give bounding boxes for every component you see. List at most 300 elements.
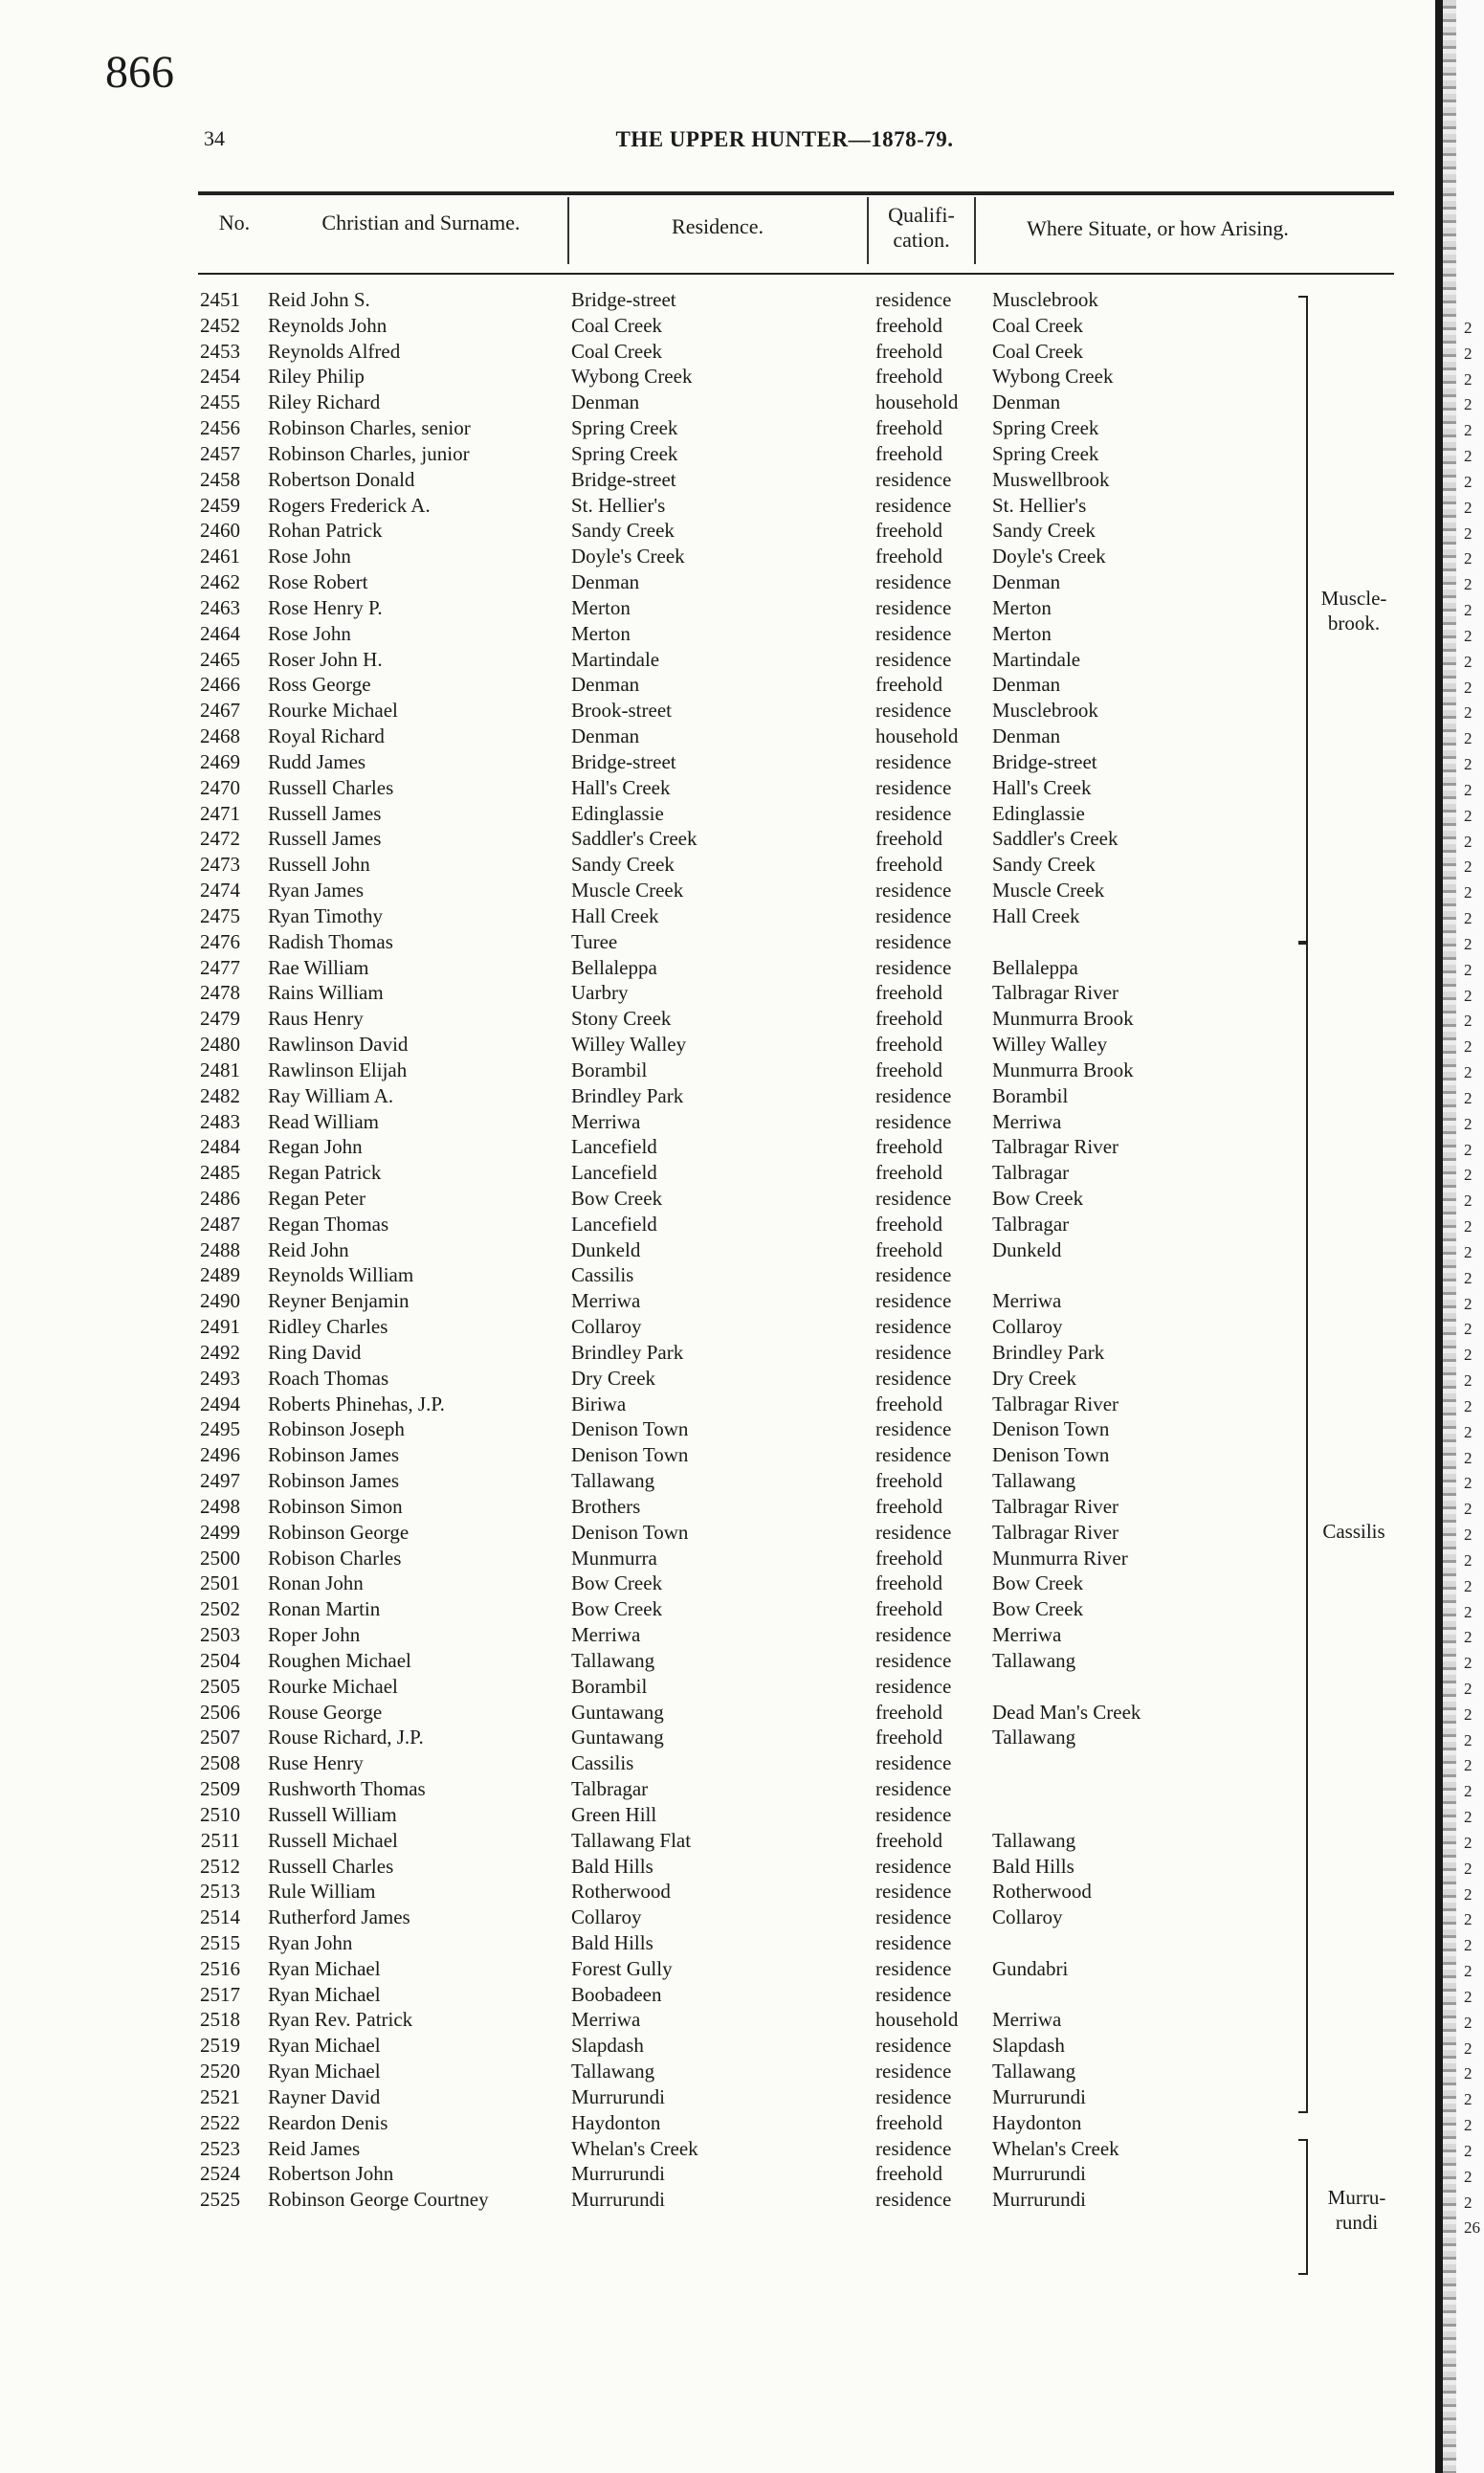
row-name: Robinson Joseph [268, 1417, 405, 1441]
header-name: Christian and Surname. [321, 211, 521, 234]
next-page-number-fragment: 2 [1464, 1242, 1473, 1261]
next-page-number-fragment: 2 [1464, 1063, 1473, 1082]
row-residence: Denman [571, 390, 640, 414]
row-where-situate: Dunkeld [992, 1237, 1062, 1261]
next-page-number-fragment: 2 [1464, 2167, 1473, 2186]
row-where-situate: Wybong Creek [992, 365, 1114, 389]
row-residence: Brindley Park [571, 1340, 684, 1364]
table-row [0, 390, 1435, 415]
row-qualification: residence [875, 1315, 952, 1339]
row-residence: Merriwa [571, 1289, 641, 1313]
next-page-number-fragment: 2 [1464, 1294, 1473, 1313]
table-row [0, 364, 1435, 390]
row-residence: Forest Gully [571, 1956, 673, 1980]
next-page-number-fragment: 2 [1464, 1012, 1473, 1031]
row-name: Ronan Martin [268, 1597, 381, 1621]
row-residence: Spring Creek [571, 441, 678, 465]
row-residence: Bald Hills [571, 1854, 653, 1878]
table-row [0, 569, 1435, 595]
row-number: 2524 [200, 2162, 240, 2186]
row-name: Royal Richard [268, 724, 385, 748]
row-residence: Collaroy [571, 1315, 642, 1339]
row-qualification: residence [875, 1905, 952, 1929]
group-bracket-musclebrook [1298, 296, 1314, 943]
row-name: Reynolds John [268, 313, 388, 337]
row-name: Robertson Donald [268, 467, 415, 491]
row-number: 2480 [200, 1033, 240, 1057]
row-where-situate: Dead Man's Creek [992, 1700, 1141, 1724]
next-page-number-fragment: 2 [1464, 1756, 1473, 1775]
row-name: Ross George [268, 673, 371, 697]
row-number: 2498 [200, 1494, 240, 1518]
table-row [0, 1160, 1435, 1186]
row-name: Rouse George [268, 1700, 383, 1724]
row-residence: Dry Creek [571, 1366, 656, 1390]
row-qualification: residence [875, 1623, 952, 1647]
row-name: Radish Thomas [268, 929, 393, 953]
row-residence: Brindley Park [571, 1083, 684, 1107]
table-row [0, 2059, 1435, 2084]
row-number: 2518 [200, 2008, 240, 2032]
table-row [0, 775, 1435, 801]
row-qualification: residence [875, 801, 952, 825]
header-no: No. [218, 211, 251, 234]
next-page-strip [1456, 0, 1484, 2473]
row-residence: Cassilis [571, 1263, 634, 1287]
next-page-number-fragment: 2 [1464, 1884, 1473, 1904]
row-residence: Denison Town [571, 1417, 689, 1441]
row-residence: St. Hellier's [571, 493, 666, 517]
next-page-number-fragment: 2 [1464, 1654, 1473, 1673]
row-name: Ruse Henry [268, 1751, 364, 1775]
row-residence: Stony Creek [571, 1007, 672, 1031]
row-qualification: freehold [875, 1597, 942, 1621]
row-residence: Collaroy [571, 1905, 642, 1929]
next-page-number-fragment: 2 [1464, 755, 1473, 774]
row-where-situate: Tallawang [992, 1469, 1076, 1493]
row-residence: Guntawang [571, 1700, 664, 1724]
row-where-situate: Hall Creek [992, 903, 1080, 927]
row-name: Russell James [268, 827, 382, 851]
row-name: Russell John [268, 853, 370, 877]
row-number: 2515 [200, 1931, 240, 1954]
next-page-number-fragment: 2 [1464, 703, 1473, 723]
next-page-number-fragment: 2 [1464, 421, 1473, 440]
row-number: 2471 [200, 801, 240, 825]
row-where-situate: Sandy Creek [992, 519, 1096, 543]
row-name: Robinson James [268, 1469, 400, 1493]
row-number: 2470 [200, 775, 240, 799]
row-number: 2455 [200, 390, 240, 414]
row-qualification: freehold [875, 1212, 942, 1236]
next-page-number-fragment: 2 [1464, 1320, 1473, 1339]
table-row [0, 1596, 1435, 1622]
row-name: Rudd James [268, 749, 366, 773]
group-label-musclebrook-1: Muscle- [1320, 587, 1387, 610]
row-qualification: freehold [875, 416, 942, 440]
table-row [0, 1468, 1435, 1494]
row-where-situate: Bow Creek [992, 1571, 1084, 1595]
row-number: 2506 [200, 1700, 240, 1724]
row-name: Ryan Michael [268, 1982, 381, 2006]
row-qualification: freehold [875, 313, 942, 337]
row-number: 2477 [200, 955, 240, 979]
row-name: Regan Thomas [268, 1212, 389, 1236]
next-page-number-fragment: 2 [1464, 1704, 1473, 1724]
row-where-situate: Bellaleppa [992, 955, 1078, 979]
next-page-number-fragment: 2 [1464, 2193, 1473, 2212]
next-page-number-fragment: 2 [1464, 1422, 1473, 1441]
row-name: Rains William [268, 981, 384, 1005]
row-where-situate: Bald Hills [992, 1854, 1074, 1878]
row-name: Ryan Michael [268, 1956, 381, 1980]
table-row [0, 595, 1435, 621]
row-residence: Guntawang [571, 1726, 664, 1749]
row-residence: Hall Creek [571, 903, 659, 927]
row-where-situate: Merriwa [992, 1623, 1062, 1647]
table-row [0, 2187, 1435, 2213]
row-where-situate: Coal Creek [992, 339, 1084, 363]
row-name: Roughen Michael [268, 1648, 411, 1672]
row-where-situate: Gundabri [992, 1956, 1069, 1980]
row-number: 2479 [200, 1007, 240, 1031]
row-residence: Doyle's Creek [571, 545, 685, 568]
table-row [0, 1392, 1435, 1417]
next-page-number-fragment: 2 [1464, 2141, 1473, 2160]
table-row [0, 2136, 1435, 2162]
row-residence: Murrurundi [571, 2162, 665, 2186]
row-where-situate: Haydonton [992, 2110, 1082, 2134]
row-where-situate: Denison Town [992, 1417, 1110, 1441]
row-residence: Willey Walley [571, 1033, 687, 1057]
row-where-situate: Talbragar [992, 1212, 1070, 1236]
table-row [0, 467, 1435, 493]
row-qualification: freehold [875, 827, 942, 851]
next-page-number-fragment: 2 [1464, 1500, 1473, 1519]
row-qualification: residence [875, 2060, 952, 2083]
next-page-number-fragment: 2 [1464, 1936, 1473, 1955]
row-residence: Tallawang [571, 2060, 655, 2083]
row-qualification: residence [875, 1289, 952, 1313]
row-qualification: freehold [875, 1007, 942, 1031]
row-name: Robinson James [268, 1443, 400, 1467]
row-where-situate: Collaroy [992, 1905, 1063, 1929]
row-qualification: residence [875, 1648, 952, 1672]
row-residence: Lancefield [571, 1135, 657, 1159]
next-page-number-fragment: 2 [1464, 626, 1473, 645]
row-residence: Denison Town [571, 1443, 689, 1467]
table-row [0, 647, 1435, 673]
row-name: Rose John [268, 621, 351, 645]
group-label-murrurundi-2: rundi [1335, 2211, 1379, 2234]
row-qualification: freehold [875, 1033, 942, 1057]
row-number: 2491 [200, 1315, 240, 1339]
row-residence: Edinglassie [571, 801, 664, 825]
row-where-situate: Talbragar River [992, 1494, 1119, 1518]
row-where-situate: Rotherwood [992, 1880, 1092, 1904]
next-page-number-fragment: 2 [1464, 498, 1473, 517]
row-where-situate: Denman [992, 724, 1061, 748]
table-row [0, 1982, 1435, 2008]
row-where-situate: Tallawang [992, 1648, 1076, 1672]
next-page-number-fragment: 2 [1464, 1987, 1473, 2006]
row-number: 2456 [200, 416, 240, 440]
row-qualification: residence [875, 493, 952, 517]
row-name: Rose John [268, 545, 351, 568]
row-number: 2473 [200, 853, 240, 877]
row-qualification: residence [875, 1982, 952, 2006]
row-qualification: freehold [875, 853, 942, 877]
row-residence: Slapdash [571, 2034, 644, 2058]
row-qualification: freehold [875, 1700, 942, 1724]
header-qualification-line2: cation. [893, 228, 950, 252]
next-page-number-fragment: 2 [1464, 1679, 1473, 1698]
table-row [0, 2161, 1435, 2187]
next-page-number-fragment: 2 [1464, 2090, 1473, 2109]
table-row [0, 801, 1435, 827]
row-number: 2451 [200, 288, 240, 311]
row-number: 2519 [200, 2034, 240, 2058]
table-row [0, 518, 1435, 544]
row-qualification: residence [875, 1751, 952, 1775]
table-row [0, 980, 1435, 1006]
next-page-number-fragment: 2 [1464, 344, 1473, 363]
next-page-number-fragment: 2 [1464, 1217, 1473, 1236]
table-row [0, 826, 1435, 852]
row-where-situate: Denman [992, 673, 1061, 697]
row-where-situate: Dry Creek [992, 1366, 1077, 1390]
row-residence: Sandy Creek [571, 853, 675, 877]
row-qualification: residence [875, 621, 952, 645]
row-name: Roser John H. [268, 647, 383, 671]
table-row [0, 1134, 1435, 1160]
row-residence: Bow Creek [571, 1571, 663, 1595]
row-name: Regan Patrick [268, 1161, 382, 1185]
row-number: 2509 [200, 1777, 240, 1801]
row-qualification: freehold [875, 1469, 942, 1493]
row-residence: Denman [571, 570, 640, 594]
next-page-number-fragment: 2 [1464, 1808, 1473, 1827]
row-number: 2483 [200, 1109, 240, 1133]
row-qualification: freehold [875, 1392, 942, 1415]
row-name: Read William [268, 1109, 379, 1133]
next-page-number-fragment: 2 [1464, 601, 1473, 620]
row-number: 2484 [200, 1135, 240, 1159]
next-page-number-fragment: 2 [1464, 575, 1473, 594]
row-qualification: household [875, 390, 959, 414]
row-number: 2499 [200, 1520, 240, 1544]
row-number: 2464 [200, 621, 240, 645]
next-page-number-fragment: 2 [1464, 1859, 1473, 1878]
row-qualification: residence [875, 1443, 952, 1467]
row-name: Robinson Simon [268, 1494, 403, 1518]
row-name: Rawlinson Elijah [268, 1058, 408, 1081]
row-name: Rourke Michael [268, 1674, 398, 1698]
table-row [0, 2007, 1435, 2033]
row-number: 2454 [200, 365, 240, 389]
row-where-situate: Tallawang [992, 1726, 1076, 1749]
next-page-number-fragment: 2 [1464, 1192, 1473, 1211]
row-number: 2514 [200, 1905, 240, 1929]
next-page-number-fragment: 2 [1464, 524, 1473, 543]
row-qualification: freehold [875, 2110, 942, 2134]
row-name: Rutherford James [268, 1905, 410, 1929]
table-row [0, 1314, 1435, 1340]
stamp-number: 866 [105, 47, 174, 98]
row-number: 2503 [200, 1623, 240, 1647]
row-qualification: freehold [875, 365, 942, 389]
row-name: Regan Peter [268, 1186, 366, 1210]
row-residence: Saddler's Creek [571, 827, 698, 851]
row-number: 2512 [200, 1854, 240, 1878]
row-name: Ronan John [268, 1571, 364, 1595]
next-page-number-fragment: 2 [1464, 1474, 1473, 1493]
row-residence: Lancefield [571, 1212, 657, 1236]
row-residence: Tallawang Flat [571, 1828, 692, 1852]
table-row [0, 415, 1435, 441]
next-page-number-fragment: 2 [1464, 369, 1473, 389]
row-number: 2489 [200, 1263, 240, 1287]
row-qualification: freehold [875, 1494, 942, 1518]
row-qualification: residence [875, 1854, 952, 1878]
table-row [0, 1494, 1435, 1520]
row-where-situate: Doyle's Creek [992, 545, 1106, 568]
table-row [0, 955, 1435, 981]
next-page-number-fragment: 2 [1464, 1628, 1473, 1647]
row-number: 2521 [200, 2084, 240, 2108]
row-number: 2508 [200, 1751, 240, 1775]
row-qualification: freehold [875, 1237, 942, 1261]
column-divider [567, 197, 569, 264]
row-where-situate: Munmurra Brook [992, 1007, 1134, 1031]
table-row [0, 1340, 1435, 1366]
table-row [0, 1700, 1435, 1726]
row-name: Ridley Charles [268, 1315, 388, 1339]
row-qualification: freehold [875, 1546, 942, 1570]
row-where-situate: Denison Town [992, 1443, 1110, 1467]
row-qualification: residence [875, 1083, 952, 1107]
row-qualification: residence [875, 288, 952, 311]
row-residence: Denison Town [571, 1520, 689, 1544]
row-residence: Merton [571, 595, 631, 619]
next-page-number-fragment: 2 [1464, 2116, 1473, 2135]
next-page-number-fragment: 2 [1464, 909, 1473, 928]
row-residence: Muscle Creek [571, 879, 684, 902]
row-where-situate: Merton [992, 595, 1052, 619]
row-number: 2520 [200, 2060, 240, 2083]
row-residence: Haydonton [571, 2110, 661, 2134]
row-where-situate: Talbragar [992, 1161, 1070, 1185]
row-where-situate: Muswellbrook [992, 467, 1110, 491]
row-qualification: freehold [875, 1135, 942, 1159]
table-row [0, 313, 1435, 339]
row-number: 2496 [200, 1443, 240, 1467]
row-qualification: residence [875, 929, 952, 953]
table-row [0, 1032, 1435, 1058]
table-row [0, 287, 1435, 313]
row-qualification: freehold [875, 1571, 942, 1595]
row-name: Russell Michael [268, 1828, 398, 1852]
row-number: 2472 [200, 827, 240, 851]
table-row [0, 1442, 1435, 1468]
header-residence: Residence. [672, 214, 764, 238]
row-residence: Whelan's Creek [571, 2136, 698, 2160]
row-residence: Merriwa [571, 1623, 641, 1647]
row-number: 2511 [200, 1828, 240, 1852]
row-qualification: residence [875, 647, 952, 671]
row-number: 2482 [200, 1083, 240, 1107]
row-residence: Hall's Creek [571, 775, 671, 799]
row-number: 2500 [200, 1546, 240, 1570]
row-where-situate: Denman [992, 390, 1061, 414]
row-name: Ryan Michael [268, 2060, 381, 2083]
header-qualification-line1: Qualifi- [888, 203, 955, 227]
row-residence: Borambil [571, 1674, 648, 1698]
table-row [0, 1905, 1435, 1930]
row-residence: Turee [571, 929, 618, 953]
row-residence: Lancefield [571, 1161, 657, 1185]
row-residence: Murrurundi [571, 2188, 665, 2212]
row-qualification: residence [875, 749, 952, 773]
row-name: Russell William [268, 1802, 397, 1826]
next-page-number-fragment: 2 [1464, 934, 1473, 953]
next-page-number-fragment: 26 [1464, 2218, 1480, 2238]
group-label-cassilis: Cassilis [1322, 1520, 1385, 1543]
row-name: Rose Henry P. [268, 595, 383, 619]
next-page-number-fragment: 2 [1464, 806, 1473, 825]
table-row [0, 1109, 1435, 1135]
row-residence: Bridge-street [571, 288, 676, 311]
row-name: Robertson John [268, 2162, 394, 2186]
table-row [0, 621, 1435, 647]
group-label-musclebrook-2: brook. [1327, 612, 1381, 635]
row-where-situate: Brindley Park [992, 1340, 1105, 1364]
row-number: 2497 [200, 1469, 240, 1493]
header-top-rule [198, 191, 1394, 195]
row-residence: Dunkeld [571, 1237, 641, 1261]
row-number: 2478 [200, 981, 240, 1005]
row-qualification: residence [875, 1931, 952, 1954]
next-page-number-fragment: 2 [1464, 1448, 1473, 1467]
row-residence: Sandy Creek [571, 519, 675, 543]
row-number: 2466 [200, 673, 240, 697]
row-residence: Borambil [571, 1058, 648, 1081]
row-residence: Spring Creek [571, 416, 678, 440]
table-row [0, 1776, 1435, 1802]
row-qualification: residence [875, 2084, 952, 2108]
table-row [0, 1879, 1435, 1905]
row-number: 2485 [200, 1161, 240, 1185]
next-page-number-fragment: 2 [1464, 832, 1473, 851]
row-name: Ryan Rev. Patrick [268, 2008, 413, 2032]
row-name: Robinson George [268, 1520, 410, 1544]
row-where-situate: Munmurra Brook [992, 1058, 1134, 1081]
table-row [0, 2110, 1435, 2136]
next-page-number-fragment: 2 [1464, 549, 1473, 568]
row-name: Rayner David [268, 2084, 381, 2108]
table-row [0, 749, 1435, 775]
next-page-number-fragment: 2 [1464, 729, 1473, 748]
row-qualification: residence [875, 879, 952, 902]
table-row [0, 1854, 1435, 1880]
row-where-situate: Talbragar River [992, 1135, 1119, 1159]
next-page-number-fragment: 2 [1464, 986, 1473, 1005]
table-row [0, 1725, 1435, 1750]
next-page-number-fragment: 2 [1464, 1037, 1473, 1057]
next-page-number-fragment: 2 [1464, 883, 1473, 902]
row-number: 2458 [200, 467, 240, 491]
table-row [0, 339, 1435, 365]
